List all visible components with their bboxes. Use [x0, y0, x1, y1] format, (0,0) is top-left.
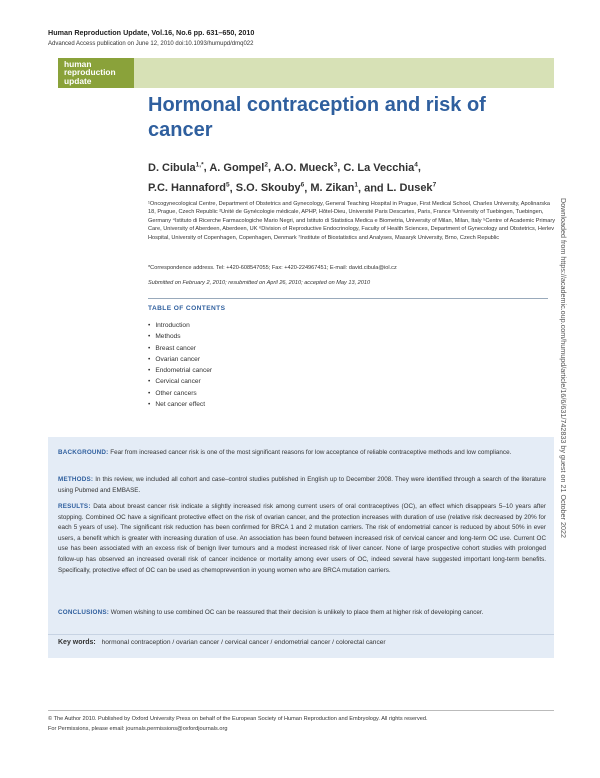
toc-item[interactable]: • Methods	[148, 331, 212, 342]
background-label: BACKGROUND:	[58, 449, 109, 456]
author[interactable]: C. La Vecchia$^4$	[343, 161, 418, 174]
advance-access-line: Advanced Access publication on June 12, 2010 doi:10.1093/humupd/dmq022	[48, 41, 254, 47]
keywords-label: Key words:	[58, 639, 96, 646]
keywords	[58, 639, 386, 646]
toc-divider	[148, 298, 548, 299]
toc-item[interactable]: • Other cancers	[148, 388, 212, 399]
conclusions-text: Women wishing to use combined OC can be reassured that their decision is unlikely to place them at higher risk of developing cancer.	[110, 609, 484, 616]
conclusions-label: CONCLUSIONS:	[58, 609, 110, 616]
author[interactable]: A. Gompel$^2$	[209, 161, 268, 174]
toc-list	[148, 320, 212, 410]
background-text: Fear from increased cancer risk is one of the most significant reasons for low acceptance of reliable contraceptive methods and low compliance.	[110, 449, 512, 456]
affiliations: ¹Oncogynecological Centre, Department of Obstetrics and Gynecology, General Teaching Hospital in Prague, First Medical School, Charles University, Apolinarska 18, Prague, Czech Republic ²Unité de Gynécologie médicale, APHP, Hôtel-Dieu, Université Paris Descartes, Paris, France ³University of Tuebingen, Tuebingen, Germany ⁴Istituto di Ricerche Farmacologiche Mario Negri, and Istituto di Statistica Medica e Biometria, University of Milan, Milan, Italy ⁵Centre of Academic Primary Care, University of Aberdeen, Aberdeen, UK ⁶Division of Reproductive Endocrinology, Faculty of Health Sciences, Department of Gynecology and Obstetrics, Herlev Hospital, University of Copenhagen, Copenhagen, Denmark ⁷Institute of Biostatistics and Analyses, Masaryk University, Brno, Czech Republic	[148, 201, 555, 241]
abstract-results	[58, 502, 546, 576]
logo-line-2: reproduction	[64, 67, 116, 78]
abstract-conclusions	[58, 608, 546, 619]
methods-label: METHODS:	[58, 476, 94, 483]
journal-logo	[58, 58, 134, 88]
logo-line-3: update	[64, 75, 92, 86]
download-watermark: Downloaded from https://academic.oup.com/humupd/article/16/6/631/742833 by guest on 21 October 2022	[559, 198, 568, 539]
toc-heading: TABLE OF CONTENTS	[148, 305, 226, 312]
author[interactable]: S.O. Skouby$^6$	[235, 181, 305, 195]
toc-item[interactable]: • Introduction	[148, 320, 212, 331]
methods-text: In this review, we included all cohort and case–control studies published in English up to December 2008. They were identified through a search of the literature using Pubmed and EMBASE.	[58, 476, 546, 494]
abstract-methods	[58, 475, 546, 496]
author[interactable]: P.C. Hannaford$^5$	[148, 181, 230, 195]
toc-item[interactable]: • Breast cancer	[148, 343, 212, 354]
author-list: D. Cibula$^{1,*}$, A. Gompel$^2$, A.O. Mueck$^3$, C. La Vecchia$^4$, P.C. Hannaford$^5$, S.O. Skouby$^6$, M. Zikan$^1$, and L. Dusek$^7$	[148, 161, 437, 195]
logo-line-1: human	[64, 59, 92, 69]
footer-divider	[48, 710, 554, 711]
toc-item[interactable]: • Endometrial cancer	[148, 365, 212, 376]
toc-item[interactable]: • Cervical cancer	[148, 376, 212, 387]
results-text: Data about breast cancer risk indicate a slightly increased risk among current users of oral contraceptives (OC), an effect which disappears 5–10 years after stopping. Combined OC have a significant protective effect on the risk of ovarian cancer, and the protection increases with duration of use (relative risk decreased by 20% for each 5 years of use). The significant risk reduction has been confirmed for BRCA 1 and 2 mutation carriers. The risk of endometrial cancer is reduced by about 50% in ever users, a benefit which is greater with increasing duration of use. An association has been found between increased risk of cervical cancer and long-term OC use. Current OC use has been associated with an excess risk of benign liver tumours and a modest increased risk of liver cancer. None of large prospective cohort studies with prolonged follow-up has observed an increased overall risk of cancer incidence or mortality among ever users of OC, indeed several have suggested important long-term benefits. Specifically, protective effect of OC can be used as chemoprevention in young women who are BRCA mutation carriers.	[58, 503, 547, 574]
permissions-notice: For Permissions, please email: journals.permissions@oxfordjournals.org	[48, 726, 228, 732]
keywords-divider	[48, 634, 554, 635]
author[interactable]: L. Dusek$^7$	[386, 181, 437, 195]
author[interactable]: A.O. Mueck$^3$	[273, 161, 338, 174]
copyright-notice: © The Author 2010. Published by Oxford University Press on behalf of the European Society of Human Reproduction and Embryology. All rights reserved.	[48, 716, 428, 722]
submission-dates: Submitted on February 2, 2010; resubmitted on April 26, 2010; accepted on May 13, 2010	[148, 280, 371, 286]
author[interactable]: D. Cibula$^{1,*}$	[148, 161, 204, 174]
keywords-text: hormonal contraception / ovarian cancer / cervical cancer / endometrial cancer / colorectal cancer	[101, 639, 386, 646]
abstract-background	[58, 448, 546, 459]
correspondence-address: *Correspondence address. Tel: +420-608547055; Fax: +420-224967451; E-mail: david.cibula@iol.cz	[148, 265, 397, 271]
toc-item[interactable]: • Ovarian cancer	[148, 354, 212, 365]
toc-item[interactable]: • Net cancer effect	[148, 399, 212, 410]
journal-citation: Human Reproduction Update, Vol.16, No.6 pp. 631–650, 2010	[48, 28, 255, 37]
results-label: RESULTS:	[58, 503, 91, 510]
author[interactable]: M. Zikan$^1$	[310, 181, 358, 195]
article-title: Hormonal contraception and risk of cancer	[148, 94, 486, 141]
